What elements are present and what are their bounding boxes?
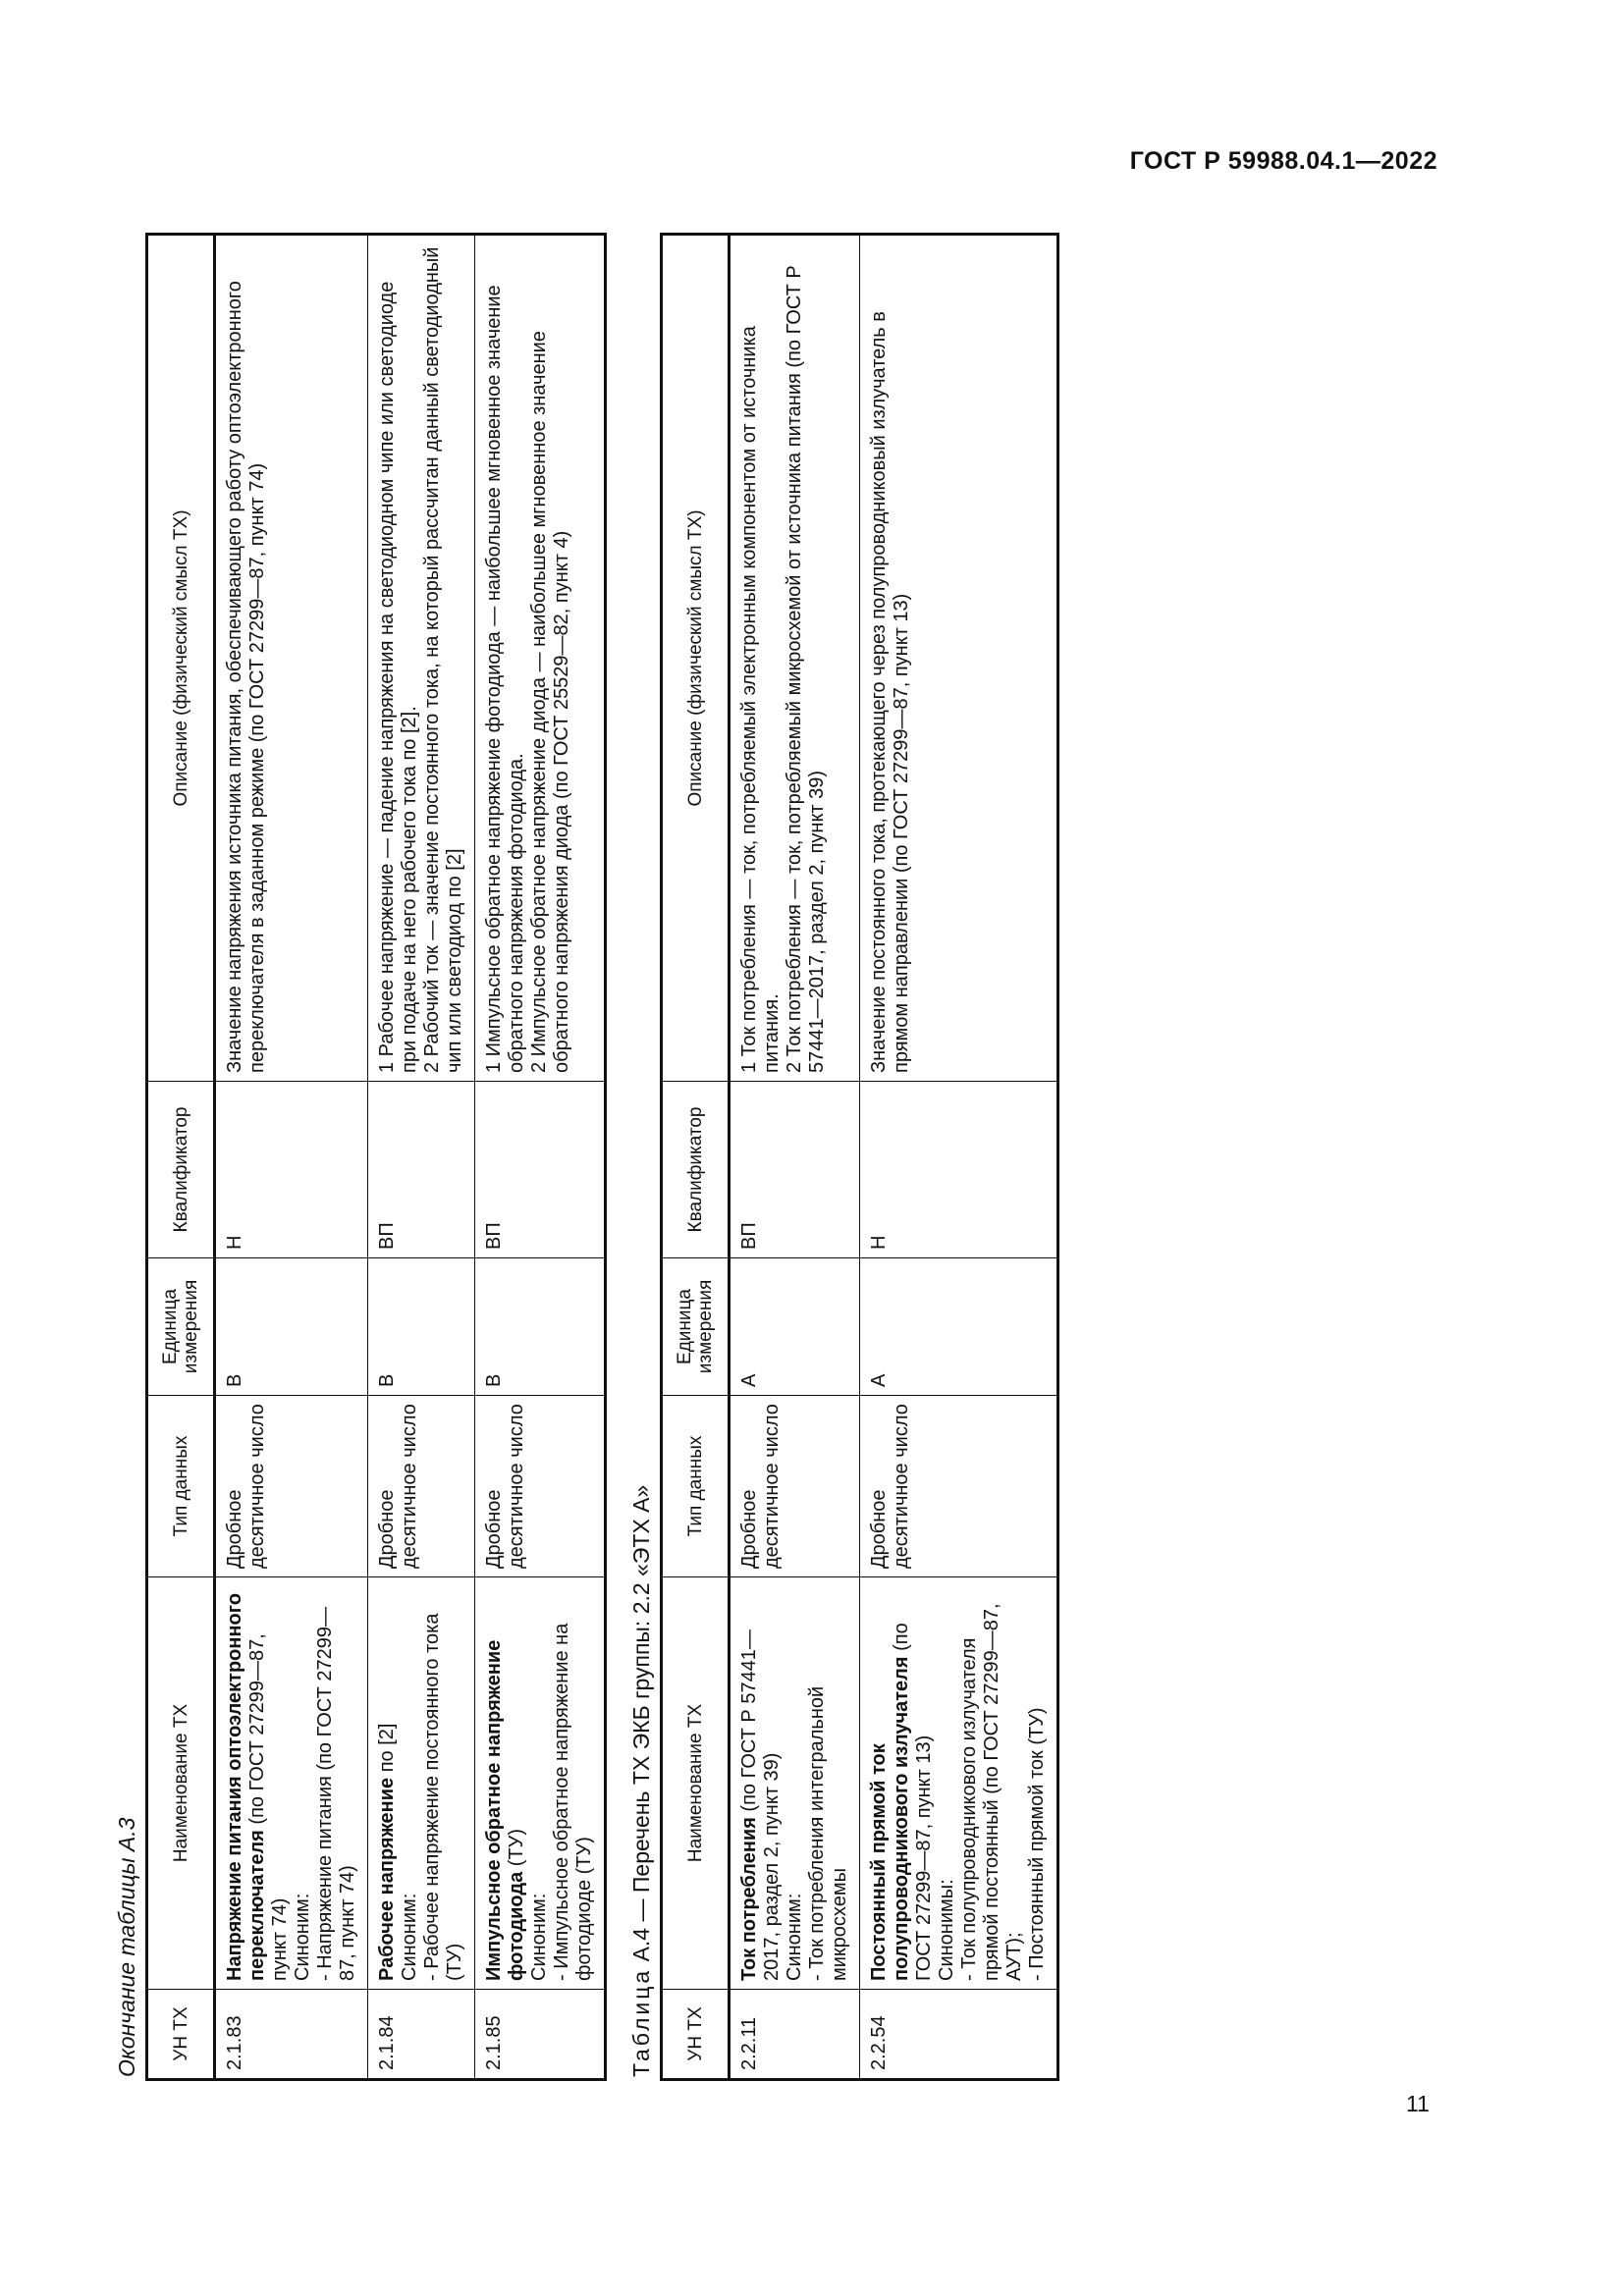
column-header: Единица измерения <box>662 1258 730 1396</box>
tx-synonym: - Постоянный прямой ток (ТУ) <box>1026 1707 1048 1981</box>
tx-name-source: (по ГОСТ 27299—87, пункт 13) <box>891 1623 935 1981</box>
tx-synonyms-label: Синоним: <box>528 1893 550 1981</box>
table-row <box>368 235 475 2080</box>
table-row <box>475 235 606 2080</box>
column-header: Тип данных <box>662 1396 730 1577</box>
table-a3 <box>145 233 607 2081</box>
column-header: УН ТХ <box>662 1990 730 2080</box>
tx-qualifier-cell: ВП <box>475 1082 606 1258</box>
tx-description-line: 1 Ток потребления — ток, потребляемый электронным компонентом от источника питания. <box>738 326 783 1073</box>
tx-description-line: 2 Импульсное обратное напряжение диода — наибольшее мгновенное значение обратного напряжения диода (по ГОСТ 25529—82, пункт 4) <box>528 331 572 1073</box>
page-number: 11 <box>1406 2091 1430 2116</box>
table-a4-body <box>730 235 1058 2080</box>
tx-qualifier-cell: Н <box>860 1082 1058 1258</box>
tx-qualifier-cell: Н <box>215 1082 368 1258</box>
tx-unit-cell: В <box>475 1258 606 1396</box>
tx-id-cell: 2.1.84 <box>368 1990 475 2080</box>
column-header: Наименование ТХ <box>147 1577 215 1990</box>
column-header: УН ТХ <box>147 1990 215 2080</box>
tx-description-line: Значение постоянного тока, протекающего через полупроводниковый излучатель в прямом направлении (по ГОСТ 27299—87, пункт 13) <box>868 311 912 1073</box>
tx-id-cell: 2.1.83 <box>215 1990 368 2080</box>
tx-data-type-cell: Дробное десятичное число <box>215 1396 368 1577</box>
tx-name-bold: Ток потребления <box>738 1817 760 1981</box>
tx-description-line: Значение напряжения источника питания, обеспечивающего работу оптоэлектронного переключателя в заданном режиме (по ГОСТ 27299—87, пункт 74) <box>224 281 268 1073</box>
tx-name-bold: Напряжение питания оптоэлектронного переключателя <box>224 1592 268 1981</box>
tx-name-bold: Импульсное обратное напряжение фотодиода <box>483 1639 527 1981</box>
column-header: Описание (физический смысл ТХ) <box>662 235 730 1082</box>
table-row <box>730 235 860 2080</box>
column-header: Наименование ТХ <box>662 1577 730 1990</box>
tx-name-bold: Постоянный прямой ток полупроводникового излучателя <box>868 1656 912 1981</box>
table-header-row <box>147 235 215 2080</box>
tx-name-cell <box>368 1577 475 1990</box>
tx-name-cell <box>215 1577 368 1990</box>
tx-data-type-cell: Дробное десятичное число <box>475 1396 606 1577</box>
tx-synonyms-label: Синоним: <box>399 1893 420 1981</box>
tx-unit-cell: В <box>215 1258 368 1396</box>
table-a4-caption-text: А.4 — Перечень ТХ ЭКБ группы: 2.2 «ЭТХ А» <box>628 1484 654 1962</box>
tx-unit-cell: А <box>730 1258 860 1396</box>
tx-data-type-cell: Дробное десятичное число <box>860 1396 1058 1577</box>
tx-data-type-cell: Дробное десятичное число <box>368 1396 475 1577</box>
table-a4 <box>660 233 1059 2081</box>
tx-id-cell: 2.2.54 <box>860 1990 1058 2080</box>
table-a4-caption-word: Таблица <box>628 1967 654 2077</box>
column-header: Квалификатор <box>662 1082 730 1258</box>
tx-synonym: - Импульсное обратное напряжение на фотодиоде (ТУ) <box>551 1623 595 1981</box>
tx-name-cell <box>730 1577 860 1990</box>
tx-description-line: 2 Рабочий ток — значение постоянного тока, на который рассчитан данный светодиодный чип или светодиод по [2] <box>421 246 465 1073</box>
tx-description-cell <box>860 235 1058 1082</box>
tx-id-cell: 2.1.85 <box>475 1990 606 2080</box>
tx-name-cell <box>860 1577 1058 1990</box>
column-header: Описание (физический смысл ТХ) <box>147 235 215 1082</box>
table-row <box>860 235 1058 2080</box>
standard-designation: ГОСТ Р 59988.04.1—2022 <box>1129 147 1437 175</box>
tx-qualifier-cell: ВП <box>730 1082 860 1258</box>
tx-name-source: (ТУ) <box>506 1828 527 1867</box>
rotated-content <box>108 236 1404 2081</box>
tx-description-cell <box>475 235 606 1082</box>
tx-unit-cell: А <box>860 1258 1058 1396</box>
tx-description-cell <box>730 235 860 1082</box>
table-a3-body <box>215 235 606 2080</box>
tx-qualifier-cell: ВП <box>368 1082 475 1258</box>
table-a3-caption: Окончание таблицы А.3 <box>114 1817 139 2077</box>
tx-description-line: 1 Импульсное обратное напряжение фотодиода — наибольшее мгновенное значение обратного напряжения фотодиода. <box>483 285 527 1073</box>
tx-synonyms-label: Синонимы: <box>936 1879 957 1981</box>
tx-name-bold: Рабочее напряжение <box>376 1777 398 1981</box>
table-header-row <box>662 235 730 2080</box>
tx-synonym: - Рабочее напряжение постоянного тока (ТУ) <box>421 1613 465 1981</box>
tx-name-source: (по ГОСТ Р 57441—2017, раздел 2, пункт 39) <box>738 1629 783 1981</box>
tx-synonym: - Ток полупроводникового излучателя прямой постоянный (по ГОСТ 27299—87, АУТ); <box>958 1603 1025 1981</box>
tx-description-line: 1 Рабочее напряжение — падение напряжения на светодиодном чипе или светодиоде при подаче на него рабочего тока по [2]. <box>376 281 420 1073</box>
tx-id-cell: 2.2.11 <box>730 1990 860 2080</box>
column-header: Тип данных <box>147 1396 215 1577</box>
table-a4-caption <box>630 236 660 2081</box>
tx-synonyms-label: Синоним: <box>784 1893 805 1981</box>
tx-name-source: по [2] <box>376 1723 398 1773</box>
tx-description-cell <box>368 235 475 1082</box>
tx-synonym: - Ток потребления интегральной микросхемы <box>806 1685 850 1981</box>
column-header: Единица измерения <box>147 1258 215 1396</box>
tx-synonym: - Напряжение питания (по ГОСТ 27299—87, пункт 74) <box>314 1606 358 1981</box>
tx-synonyms-label: Синоним: <box>292 1893 313 1981</box>
tx-description-line: 2 Ток потребления — ток, потребляемый микросхемой от источника питания (по ГОСТ Р 57441—2017, раздел 2, пункт 39) <box>784 265 828 1073</box>
tx-data-type-cell: Дробное десятичное число <box>730 1396 860 1577</box>
table-row <box>215 235 368 2080</box>
tx-description-cell <box>215 235 368 1082</box>
tx-unit-cell: В <box>368 1258 475 1396</box>
tx-name-source: (по ГОСТ 27299—87, пункт 74) <box>246 1633 291 1981</box>
tx-name-cell <box>475 1577 606 1990</box>
column-header: Квалификатор <box>147 1082 215 1258</box>
